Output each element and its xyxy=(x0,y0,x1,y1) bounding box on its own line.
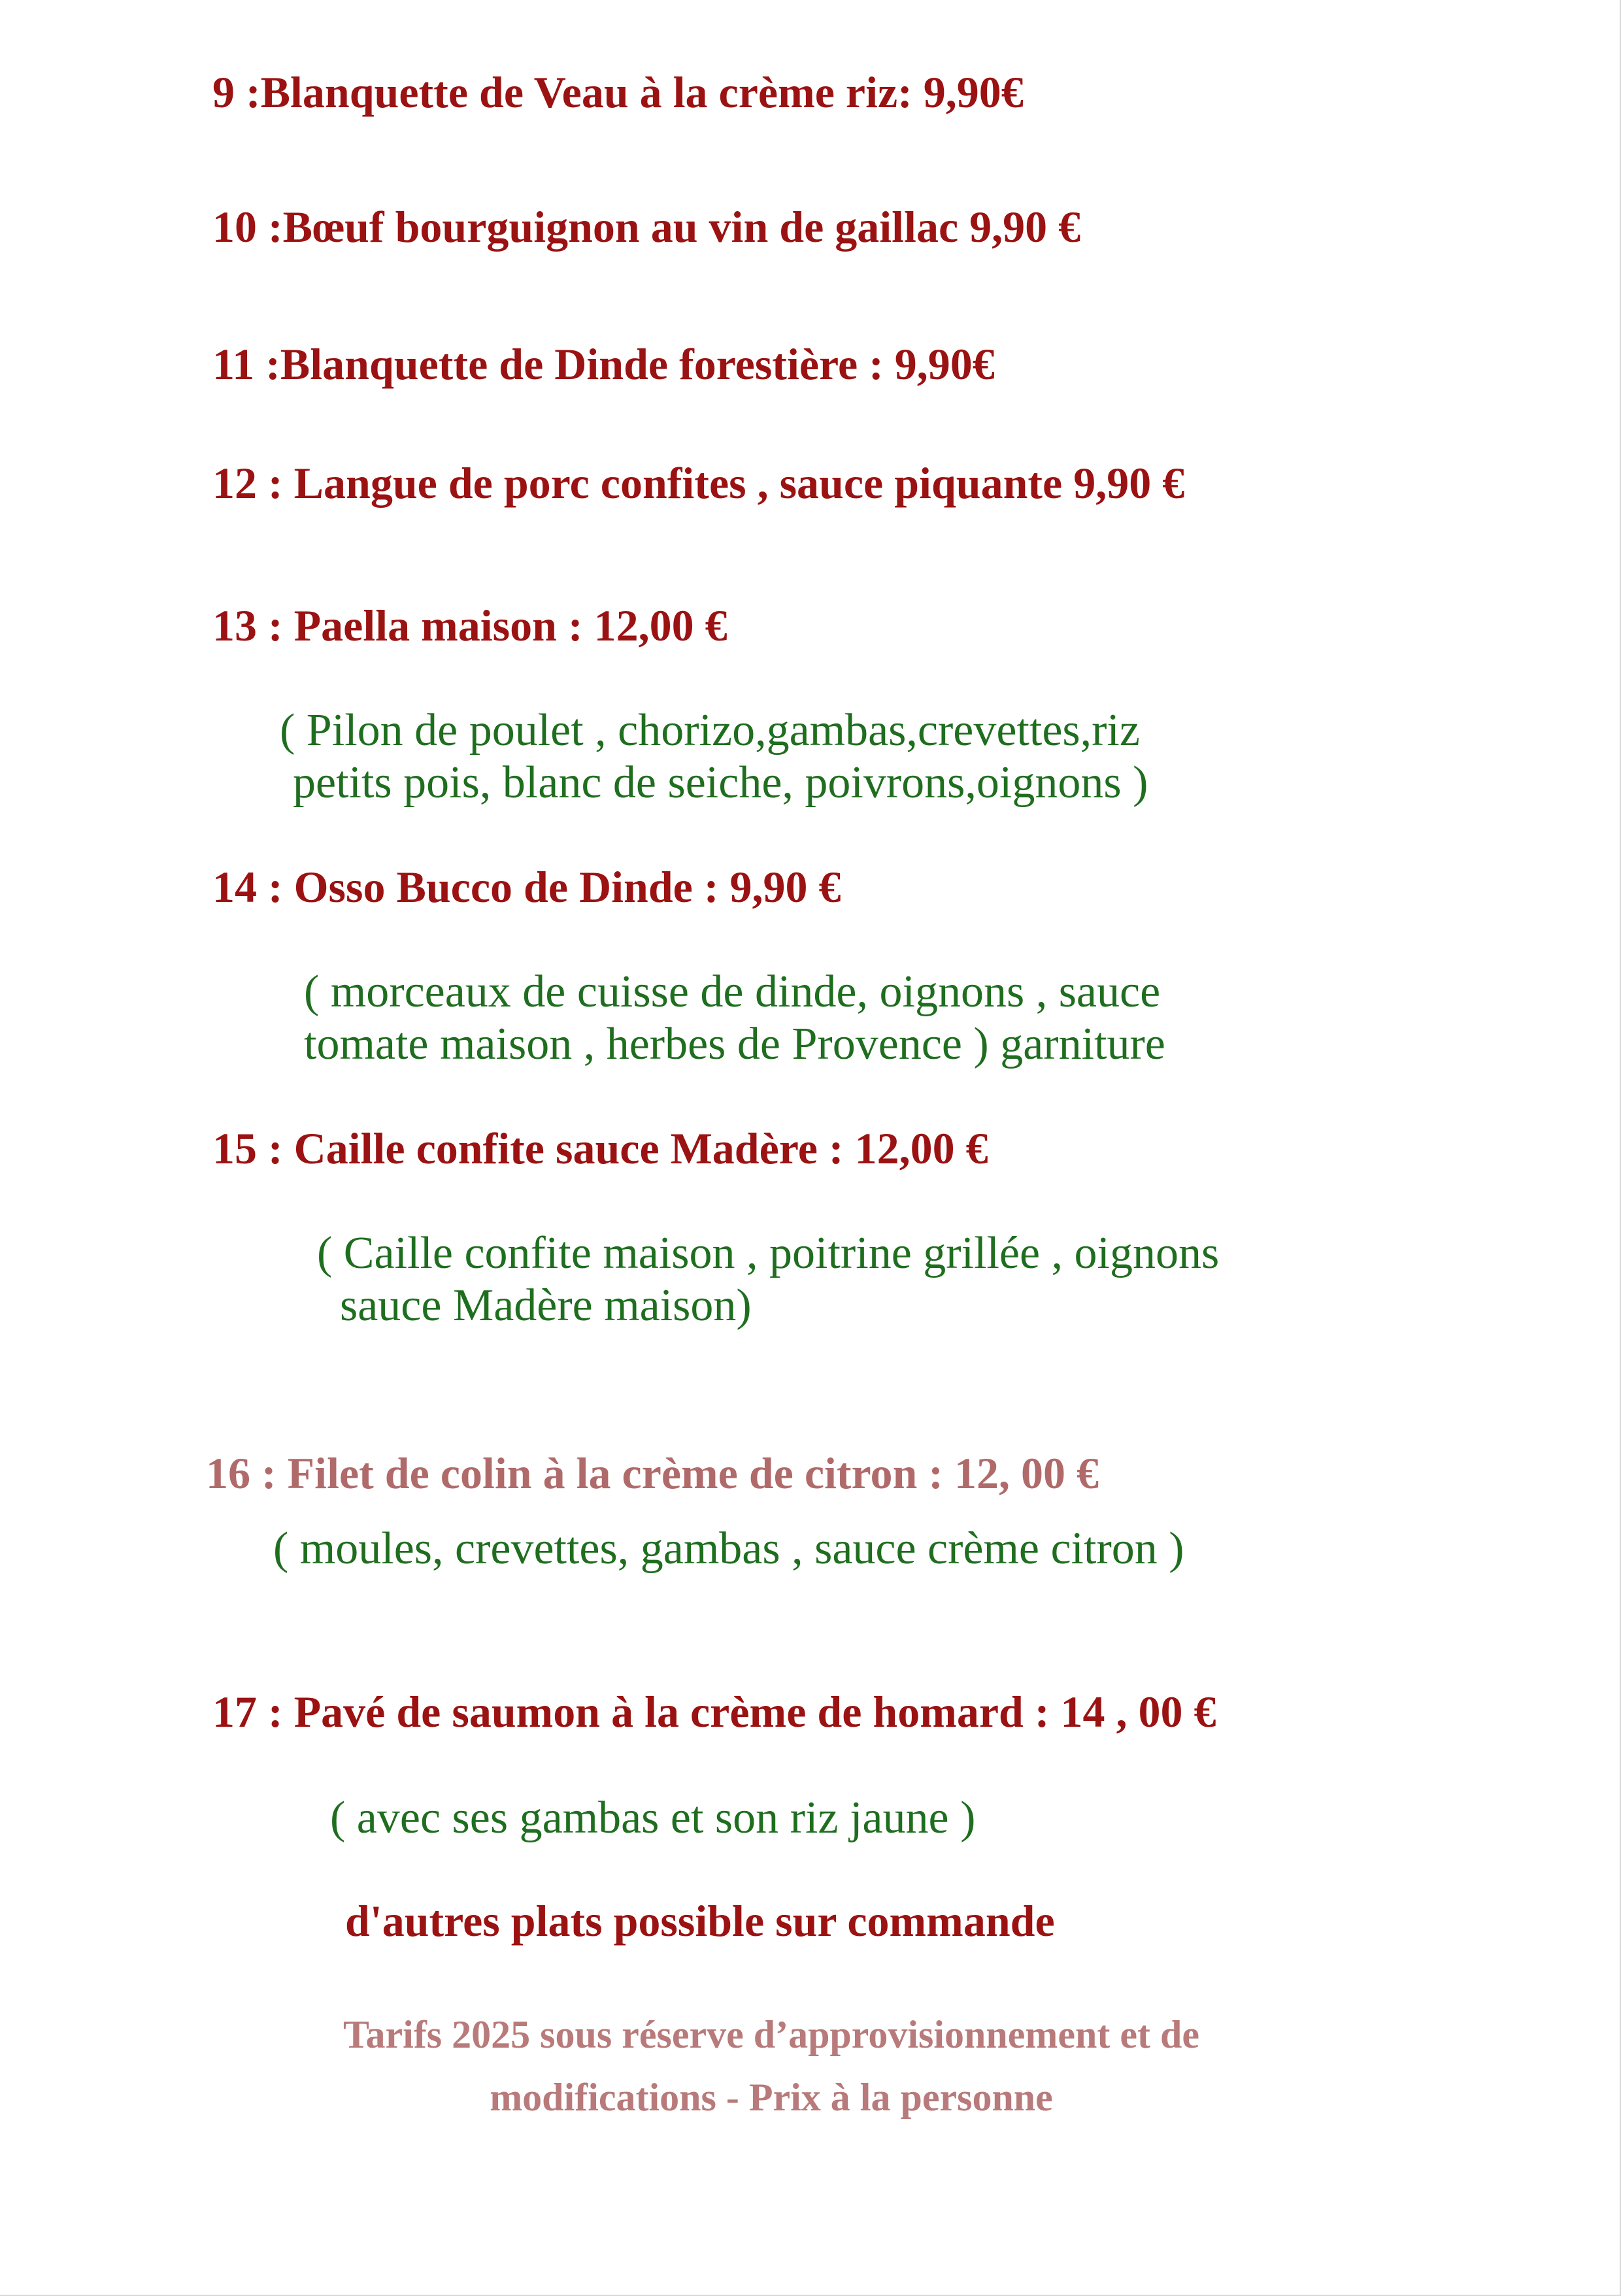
dish-12-title: 12 : Langue de porc confites , sauce piquante 9,90 € xyxy=(212,458,1185,508)
dish-15-desc-line-2: sauce Madère maison) xyxy=(340,1280,752,1331)
dish-17-desc-line-1: ( avec ses gambas et son riz jaune ) xyxy=(330,1793,976,1843)
dish-15-title: 15 : Caille confite sauce Madère : 12,00 € xyxy=(212,1123,988,1173)
dish-13-title: 13 : Paella maison : 12,00 € xyxy=(212,601,727,650)
dish-11-title: 11 :Blanquette de Dinde forestière : 9,90€ xyxy=(212,339,995,389)
order-note: d'autres plats possible sur commande xyxy=(345,1896,1055,1946)
dish-13-desc-line-2: petits pois, blanc de seiche, poivrons,oignons ) xyxy=(293,757,1148,808)
dish-17-title: 17 : Pavé de saumon à la crème de homard : 14 , 00 € xyxy=(212,1687,1216,1737)
dish-15-desc-line-1: ( Caille confite maison , poitrine grillée , oignons xyxy=(317,1228,1220,1278)
dish-16-title: 16 : Filet de colin à la crème de citron : 12, 00 € xyxy=(206,1448,1099,1498)
dish-14-title: 14 : Osso Bucco de Dinde : 9,90 € xyxy=(212,862,841,912)
pricing-footer-line-2: modifications - Prix à la personne xyxy=(490,2076,1053,2119)
dish-13-desc-line-1: ( Pilon de poulet , chorizo,gambas,crevettes,riz xyxy=(280,705,1140,756)
dish-14-desc-line-1: ( morceaux de cuisse de dinde, oignons , sauce xyxy=(304,967,1161,1017)
dish-10-title: 10 :Bœuf bourguignon au vin de gaillac 9,90 € xyxy=(212,202,1081,252)
pricing-footer-line-1: Tarifs 2025 sous réserve d’approvisionnement et de xyxy=(343,2013,1199,2056)
dish-16-desc-line-1: ( moules, crevettes, gambas , sauce crème citron ) xyxy=(273,1523,1184,1574)
dish-14-desc-line-2: tomate maison , herbes de Provence ) garniture xyxy=(304,1019,1165,1069)
pricing-footer xyxy=(170,2003,1373,2129)
dish-9-title: 9 :Blanquette de Veau à la crème riz: 9,90€ xyxy=(212,67,1024,117)
